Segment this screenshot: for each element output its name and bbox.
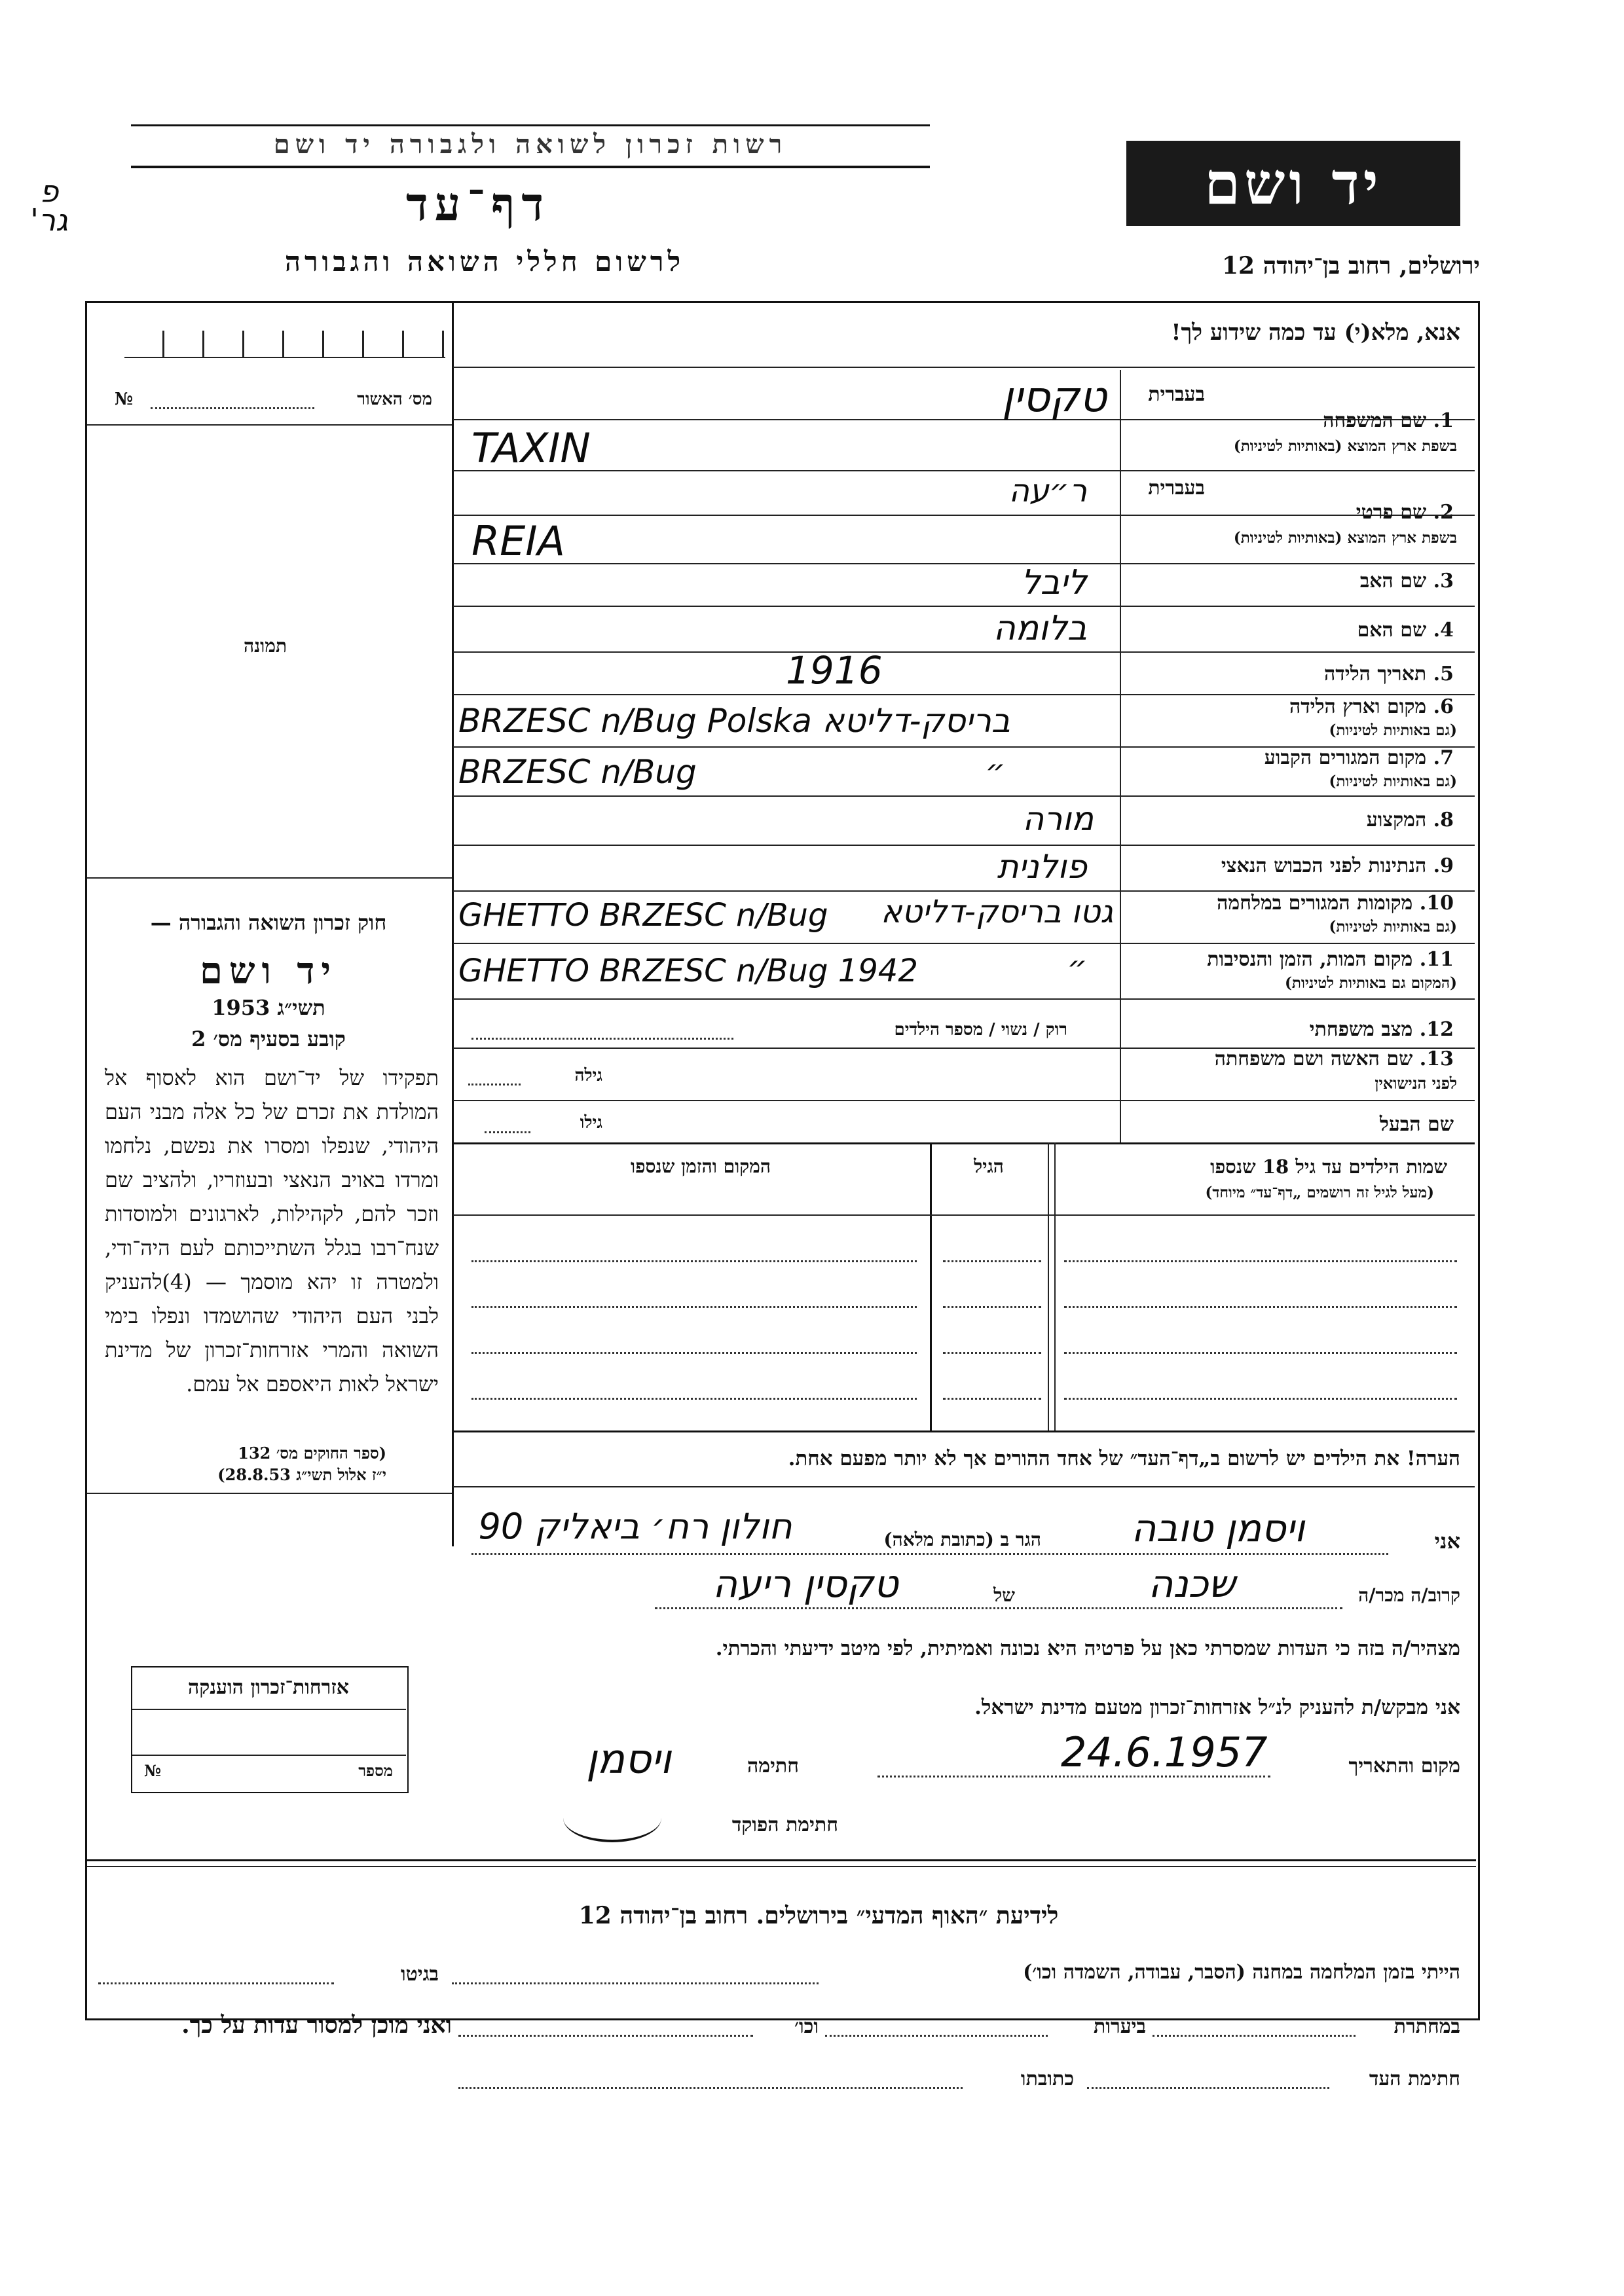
birth-place: BRZESC n/Bug Polska בריסק-דליטא [458, 702, 1010, 740]
mother-name: בלומה [993, 609, 1087, 648]
children-place-header: המקום והזמן שנספו [631, 1156, 771, 1177]
field8-label: 8. המקצוע [1366, 809, 1454, 831]
field5-label: 5. תאריך הלידה [1324, 663, 1454, 685]
law-title: חוק זכרון השואה והגבורה — [150, 910, 387, 935]
official-signature-label: חתימת הפוקד [731, 1813, 838, 1836]
field7-label: 7. מקום המגורים הקבוע [1264, 746, 1454, 769]
declaration-statement: מצהיר/ה בזה כי העדות שמסרתי כאן על פרטיה היא נכונה ואמיתית, לפי מיטב ידיעתי והכרתי. [715, 1637, 1460, 1660]
field9-label: 9. הנתינות לפני הכבוש הנאצי [1221, 854, 1454, 877]
certificate-no-mark: № [144, 1761, 162, 1780]
field2-label: 2. שם פרטי [1356, 501, 1454, 524]
children-title: שמות הילדים עד גיל 18 שנספו [1210, 1156, 1447, 1178]
declaration-request: אני מבקש/ת להעניק לנ״ל אזרחות־זכרון מטעם מדינת ישראל. [974, 1696, 1460, 1719]
field4-label: 4. שם האם [1357, 619, 1454, 642]
family-name-hebrew: טקסין [1001, 373, 1107, 422]
footer-line2-d: ואני מוכן למסור עדות על כך. [181, 2011, 452, 2039]
marital-status-options: רוק / נשוי / מספר הילדים [894, 1020, 1067, 1040]
footer-line2-b: ביערות [1093, 2015, 1146, 2038]
law-date: י״ז אלול תשי״ג 28.8.53) [217, 1465, 386, 1484]
approval-label: מס׳ האשור [357, 390, 432, 409]
field13-label: 13. שם האשה ושם משפחתה [1214, 1048, 1454, 1070]
footer-line3-b: כתובתו [1020, 2068, 1074, 2090]
law-clause: קובע בסעיף מס׳ 2 [191, 1027, 346, 1051]
yad-vashem-logo [1126, 141, 1460, 226]
children-registration-note: הערה! את הילדים יש לרשום ב„דף־העד״ של אחד ההורים אך לא יותר מפעם אחת. [788, 1447, 1460, 1470]
field2-sublabel: בשפת ארץ המוצא (באותיות לטיניות) [1233, 529, 1457, 547]
footer-heading: לידיעת ״האוף המדעי״ בירושלים. רחוב בן־יהודה 12 [578, 1902, 1059, 1929]
wartime-residence: GHETTO BRZESC n/Bug [458, 897, 828, 934]
citizenship: פולנית [997, 848, 1087, 886]
husband-label: שם הבעל [1379, 1113, 1454, 1136]
logo-text: יד ושם [1204, 149, 1382, 217]
children-age-header: הגיל [974, 1156, 1004, 1177]
husband-age-label: גילו [580, 1113, 602, 1133]
birth-date: 1916 [786, 648, 883, 693]
field12-label: 12. מצב משפחתי [1309, 1018, 1454, 1041]
family-name-latin: TAXIN [471, 424, 591, 472]
law-source: (ספר החוקים מס׳ 132 [238, 1444, 386, 1463]
footer-line2-a: במחתרת [1393, 2015, 1460, 2038]
field11-sublabel: (המקום גם באותיות לטיניות) [1285, 974, 1457, 992]
death-place: GHETTO BRZESC n/Bug 1942 [458, 953, 918, 989]
father-name: ליבל [1021, 563, 1087, 602]
certificate-number-label: מספר [358, 1761, 393, 1780]
law-year: 1953 תשי״ג [212, 995, 325, 1020]
field7-sublabel: (גם באותיות לטיניות) [1329, 773, 1457, 790]
page-subtitle: לרשום חללי השואה והגבורה [284, 246, 685, 278]
permanent-residence-hebrew: ״ [985, 753, 1006, 790]
field2-lang: בעברית [1148, 477, 1205, 500]
official-signature-mark [563, 1794, 661, 1842]
field11-label: 11. מקום המות, הזמן והנסיבות [1207, 948, 1454, 971]
field6-sublabel: (גם באותיות לטיניות) [1329, 721, 1457, 739]
footer-line1-a: הייתי בזמן המלחמה במחנה (הסבר, עבודה, השמדה וכו׳) [1023, 1961, 1460, 1984]
witness-signature: ויסמן [586, 1735, 671, 1783]
place-date-label: מקום והתאריך [1348, 1755, 1460, 1777]
first-name-hebrew: ר״עה [1008, 473, 1087, 509]
resident-label: הגר ב (כתובת מלאה) [883, 1529, 1041, 1550]
header-top-strip: רשות זכרון לשואה ולגבורה יד ושם [131, 124, 930, 168]
footer-line2-c: וכו׳ [794, 2015, 819, 2038]
photo-label: תמונה [243, 635, 287, 657]
victim-name-declaration: טקסין ריעה [712, 1561, 898, 1606]
field1-lang: בעברית [1148, 383, 1205, 406]
witness-address: חולון רח׳ ביאליק 90 [478, 1506, 792, 1547]
footer-line1-b: בגיטו [400, 1963, 439, 1986]
footer-line3-a: חתימת העד [1369, 2068, 1460, 2090]
field1-sublabel: בשפת ארץ המוצא (באותיות לטיניות) [1233, 437, 1457, 455]
field10-label: 10. מקומות המגורים במלחמה [1217, 892, 1454, 915]
declaration-date: 24.6.1957 [1061, 1728, 1268, 1776]
first-name-latin: REIA [471, 517, 565, 565]
wartime-residence-hebrew: גטו בריסק-דליטא [881, 894, 1113, 930]
intro-text: אנא, מלא(י) עד כמה שידוע לך! [1171, 319, 1460, 346]
declaration-ani: אני [1434, 1529, 1460, 1554]
permanent-residence: BRZESC n/Bug [458, 753, 697, 791]
page-title: דף־עד [405, 177, 550, 231]
wife-age-label: גילה [574, 1066, 602, 1085]
relation-value: שכנה [1148, 1561, 1236, 1606]
header-address: ירושלים, רחוב בן־יהודה 12 [1221, 252, 1480, 280]
field10-sublabel: (גם באותיות לטיניות) [1329, 918, 1457, 936]
signature-label: חתימה [747, 1755, 799, 1777]
relation-label: קרוב/ה מכר/ה [1358, 1584, 1460, 1606]
margin-note: פ גר' [30, 173, 68, 238]
field13-sublabel: לפני הנישואין [1375, 1074, 1457, 1093]
children-note: (מעל לגיל זה רושמים „דף־עד״ מיוחד) [1205, 1184, 1434, 1201]
field1-label: 1. שם המשפחה [1323, 409, 1454, 432]
approval-no-mark: № [115, 390, 134, 409]
ruler-strip [124, 331, 445, 358]
field6-label: 6. מקום וארץ הלידה [1289, 695, 1454, 718]
occupation: מורה [1022, 800, 1094, 838]
law-body: תפקידו של יד־ושם הוא לאסוף אל המולדת את זכרם של כל אלה מבני העם היהודי, שנפלו ומסרו את נפשם, נלחמו ומרדו באויב הנאצי ובעוזריו, ולהציב שם וזכר להם, לקהילות, לארגונים ולמוסדות שנח־רבו בגלל השתייכותם לעם היה־ודי, ולמטרה זו יהא מוסמך — (4)להעניק לבני העם היהודי שהושמדו ונפלו בימי השואה והמרי אזרחות־זכרון של מדינת ישראל לאות היאספם אל עמם. [105, 1065, 439, 1396]
witness-name: ויסמן טובה [1131, 1506, 1305, 1550]
of-label: של [993, 1584, 1015, 1606]
death-place-hebrew: ״ [1067, 949, 1088, 986]
certificate-title: אזרחות־זכרון הוענקה [187, 1676, 350, 1699]
field3-label: 3. שם האב [1359, 570, 1454, 592]
law-name: יד ושם [199, 949, 338, 993]
